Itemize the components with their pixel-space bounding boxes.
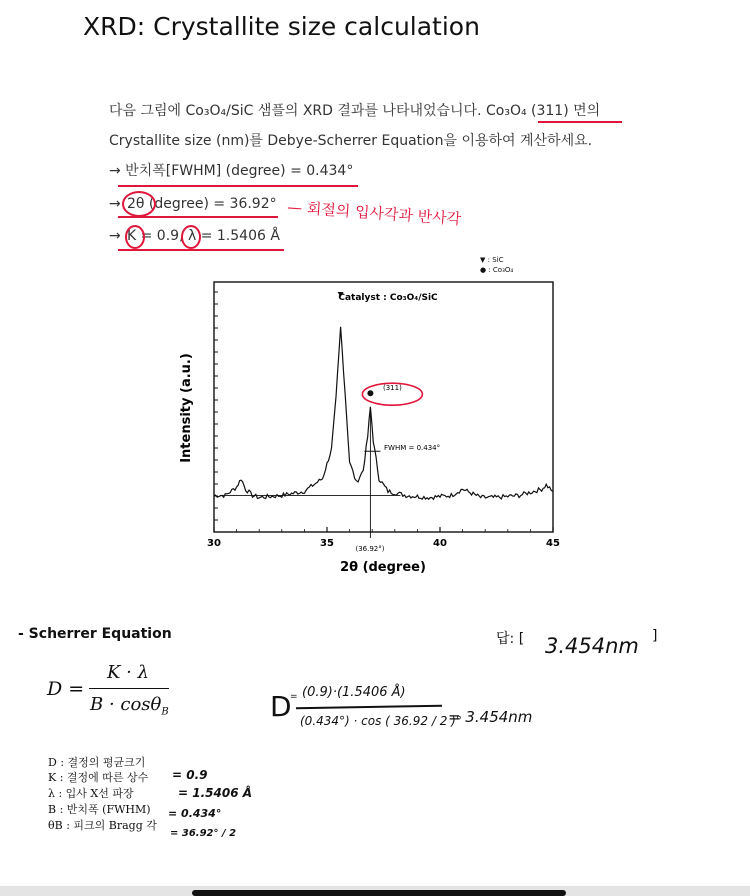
handwritten-note: — 회절의 입사각과 반사각 xyxy=(286,197,462,229)
handwritten-denominator: (0.434°) · cos ( 36.92 / 2 )° xyxy=(300,714,462,728)
plot-frame xyxy=(214,282,553,532)
handwritten-result: = 3.454nm xyxy=(448,708,533,726)
intro-line-2: Crystallite size (nm)를 Debye-Scherrer Equation을 이용하여 계산하세요. xyxy=(109,133,593,149)
fwhm-label: FWHM = 0.434° xyxy=(384,444,441,452)
answer-label: 답: [ xyxy=(496,631,525,647)
def-value-k: = 0.9 xyxy=(172,768,208,782)
legend-sic: ▼ : SiC xyxy=(480,256,504,264)
x-tick-label: 30 xyxy=(207,538,221,549)
peak-position-label: (36.92°) xyxy=(355,545,385,553)
page-title: XRD: Crystallite size calculation xyxy=(83,12,480,41)
intro-line-1: 다음 그림에 Co₃O₄/SiC 샘플의 XRD 결과를 나타내었습니다. Co₃O₄ (311) 면의 xyxy=(109,103,601,119)
co3o4-marker xyxy=(367,390,373,396)
def-value-b: = 0.434° xyxy=(168,807,222,820)
red-underline-k xyxy=(118,249,284,251)
red-circle-lambda xyxy=(181,225,201,249)
definition-theta: θB : 피크의 Bragg 각 xyxy=(48,819,157,832)
legend-co3o4: ● : Co₃O₄ xyxy=(480,266,514,274)
equation-numerator: K · λ xyxy=(107,662,150,683)
handwritten-equals: = xyxy=(290,692,298,702)
handwritten-fraction-bar xyxy=(296,705,442,709)
red-underline-311 xyxy=(538,121,622,123)
equation-d: D = xyxy=(47,678,85,700)
given-k-lambda: K = 0.9, λ = 1.5406 Å xyxy=(127,228,280,244)
red-underline-2theta xyxy=(118,216,278,218)
x-tick-label: 45 xyxy=(546,538,560,549)
definition-k: K : 결정에 따른 상수 xyxy=(48,771,149,784)
red-circle-2theta xyxy=(122,191,156,217)
def-value-theta: = 36.92° / 2 xyxy=(170,828,237,839)
red-underline-fwhm xyxy=(118,185,358,187)
definition-lambda: λ : 입사 X선 파장 xyxy=(48,787,134,800)
catalyst-label: Catalyst : Co₃O₄/SiC xyxy=(338,293,438,303)
given-two-theta-arrow: → xyxy=(109,196,121,212)
answer-close: ] xyxy=(652,628,658,644)
definition-d: D : 결정의 평균크기 xyxy=(48,756,146,769)
home-indicator[interactable] xyxy=(192,890,566,896)
given-k-arrow: → xyxy=(109,228,121,244)
given-fwhm: → 반치폭[FWHM] (degree) = 0.434° xyxy=(109,163,354,179)
x-tick-label: 40 xyxy=(433,538,447,549)
scherrer-heading: - Scherrer Equation xyxy=(18,626,172,642)
handwritten-numerator: (0.9)·(1.5406 Å) xyxy=(302,685,406,700)
red-circle-k xyxy=(125,225,145,249)
y-axis-label: Intensity (a.u.) xyxy=(179,353,194,463)
definition-b: B : 반치폭 (FWHM) xyxy=(48,803,151,816)
x-axis-label: 2θ (degree) xyxy=(340,560,426,575)
handwritten-d: D xyxy=(270,690,292,723)
x-tick-label: 35 xyxy=(320,538,334,549)
def-value-lambda: = 1.5406 Å xyxy=(178,786,253,800)
equation-denominator: B · cosθ$_B$ xyxy=(90,694,169,718)
xrd-chart xyxy=(170,278,580,582)
peak-311-label: (311) xyxy=(383,384,402,392)
given-two-theta: 2θ (degree) = 36.92° xyxy=(127,196,277,212)
equation-fraction-bar xyxy=(89,688,169,689)
answer-value: 3.454nm xyxy=(545,634,639,658)
